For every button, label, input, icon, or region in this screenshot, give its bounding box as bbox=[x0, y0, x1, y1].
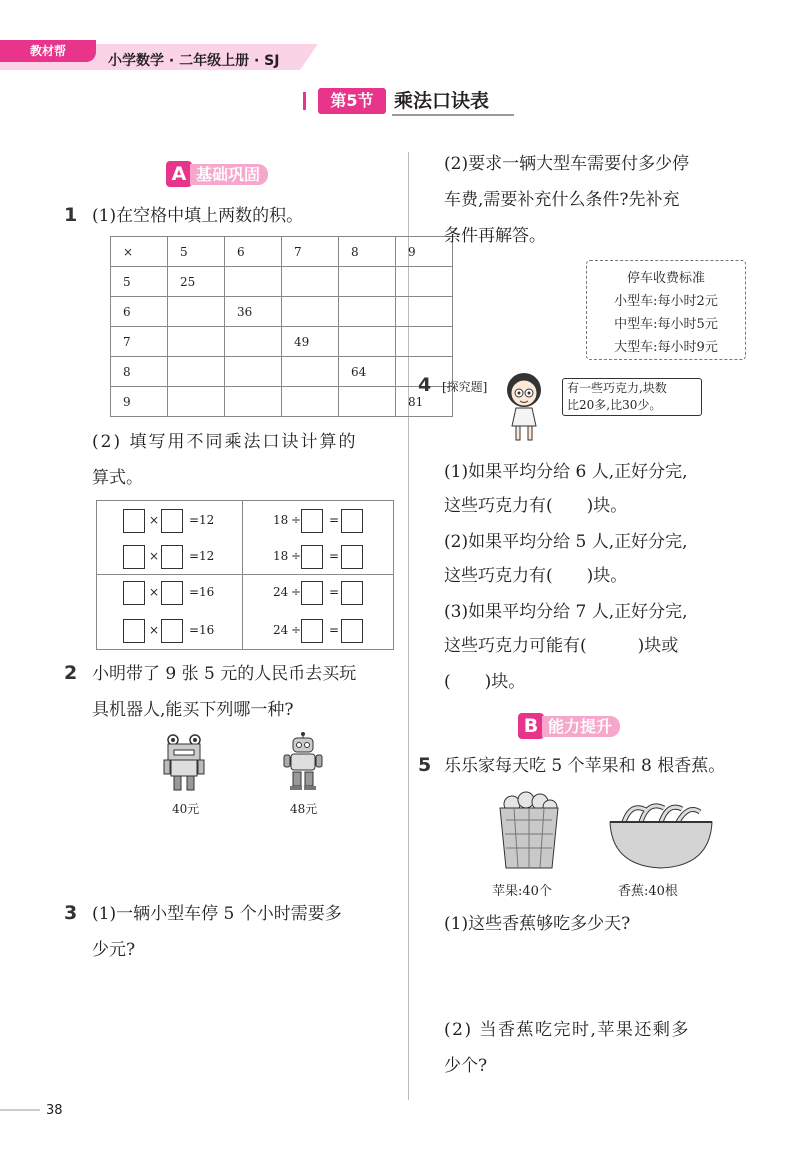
banana-basket-icon bbox=[606, 800, 716, 870]
price-label: 40元 bbox=[172, 802, 200, 816]
table-divider bbox=[97, 574, 393, 575]
question-text: 这些巧克力可能有( )块或 bbox=[444, 636, 679, 656]
table-cell: 9 bbox=[396, 237, 453, 267]
times-sign: × bbox=[149, 623, 160, 637]
answer-box[interactable] bbox=[301, 545, 323, 569]
product-value: 12 bbox=[199, 513, 215, 527]
price-label: 48元 bbox=[290, 802, 318, 816]
divide-sign: ÷ bbox=[291, 585, 302, 599]
table-cell: 7 bbox=[111, 327, 168, 357]
badge-label: 基础巩固 bbox=[190, 164, 268, 185]
table-row bbox=[111, 297, 453, 327]
table-row bbox=[111, 357, 453, 387]
table-cell[interactable] bbox=[339, 297, 396, 327]
question-text: 算式。 bbox=[92, 468, 143, 488]
equals-sign: = bbox=[189, 549, 200, 563]
product-value: 16 bbox=[199, 585, 215, 599]
apple-label: 苹果:40个 bbox=[492, 884, 552, 899]
robot-1-icon bbox=[160, 732, 208, 792]
question-text: 车费,需要补充什么条件?先补充 bbox=[444, 190, 680, 210]
table-cell: 8 bbox=[339, 237, 396, 267]
table-cell: 7 bbox=[282, 237, 339, 267]
question-text: 乐乐家每天吃 5 个苹果和 8 根香蕉。 bbox=[444, 756, 726, 776]
question-text: 少个? bbox=[444, 1056, 488, 1076]
question-number: 2 bbox=[64, 662, 78, 684]
section-number: 第5节 bbox=[318, 88, 386, 114]
question-text: (2)要求一辆大型车需要付多少停 bbox=[444, 154, 690, 174]
header-subtitle: 小学数学 · 二年级上册 · SJ bbox=[108, 53, 280, 69]
question-text: (1)一辆小型车停 5 个小时需要多 bbox=[92, 904, 342, 924]
answer-box[interactable] bbox=[341, 619, 363, 643]
product-value: 16 bbox=[199, 623, 215, 637]
table-cell: 36 bbox=[225, 297, 282, 327]
answer-box[interactable] bbox=[123, 545, 145, 569]
answer-box[interactable] bbox=[301, 509, 323, 533]
question-text: (2) 当香蕉吃完时,苹果还剩多 bbox=[444, 1020, 690, 1040]
bubble-text: 比20多,比30少。 bbox=[567, 398, 662, 412]
page-number: 38 bbox=[46, 1103, 63, 1118]
table-cell[interactable] bbox=[282, 387, 339, 417]
answer-box[interactable] bbox=[161, 581, 183, 605]
fee-title: 停车收费标准 bbox=[626, 271, 705, 286]
table-cell[interactable] bbox=[225, 387, 282, 417]
question-text: 具机器人,能买下列哪一种? bbox=[92, 700, 294, 720]
question-text: 这些巧克力有( )块。 bbox=[444, 566, 628, 586]
section-accent bbox=[303, 92, 314, 110]
table-cell: 64 bbox=[339, 357, 396, 387]
fee-small: 小型车:每小时2元 bbox=[614, 294, 718, 309]
table-cell[interactable] bbox=[396, 327, 453, 357]
table-cell: 9 bbox=[111, 387, 168, 417]
dividend-value: 18 bbox=[273, 513, 289, 527]
product-value: 12 bbox=[199, 549, 215, 563]
table-cell[interactable] bbox=[339, 267, 396, 297]
table-cell[interactable] bbox=[282, 357, 339, 387]
speech-bubble bbox=[562, 378, 702, 416]
equals-sign: = bbox=[329, 513, 340, 527]
apple-basket-icon bbox=[494, 790, 564, 870]
table-cell[interactable] bbox=[225, 327, 282, 357]
table-cell: 5 bbox=[111, 267, 168, 297]
question-text: 这些巧克力有( )块。 bbox=[444, 496, 628, 516]
table-cell[interactable] bbox=[168, 387, 225, 417]
divide-sign: ÷ bbox=[291, 623, 302, 637]
badge-letter: B bbox=[518, 713, 544, 739]
answer-box[interactable] bbox=[301, 619, 323, 643]
parking-fee-board bbox=[586, 260, 746, 360]
equals-sign: = bbox=[329, 623, 340, 637]
table-cell[interactable] bbox=[396, 297, 453, 327]
question-number: 5 bbox=[418, 754, 432, 776]
table-cell: 25 bbox=[168, 267, 225, 297]
question-text: ( )块。 bbox=[444, 672, 526, 692]
times-sign: × bbox=[149, 549, 160, 563]
equals-sign: = bbox=[329, 549, 340, 563]
table-row bbox=[111, 387, 453, 417]
question-text: (2) 填写用不同乘法口诀计算的 bbox=[92, 432, 358, 452]
bubble-text: 有一些巧克力,块数 bbox=[567, 381, 667, 395]
exploration-tag: [探究题] bbox=[442, 380, 488, 394]
header-tag: 教材帮 bbox=[0, 40, 96, 62]
question-text: 小明带了 9 张 5 元的人民币去买玩 bbox=[92, 664, 357, 684]
badge-label: 能力提升 bbox=[542, 716, 620, 737]
answer-box[interactable] bbox=[341, 509, 363, 533]
equals-sign: = bbox=[329, 585, 340, 599]
table-cell: × bbox=[111, 237, 168, 267]
divide-sign: ÷ bbox=[291, 513, 302, 527]
multiplication-table bbox=[110, 236, 453, 417]
times-sign: × bbox=[149, 585, 160, 599]
answer-box[interactable] bbox=[123, 619, 145, 643]
table-cell: 81 bbox=[396, 387, 453, 417]
table-cell[interactable] bbox=[396, 267, 453, 297]
robot-2-icon bbox=[282, 732, 324, 792]
section-title: 乘法口诀表 bbox=[392, 88, 514, 116]
fee-large: 大型车:每小时9元 bbox=[614, 340, 718, 355]
answer-box[interactable] bbox=[123, 581, 145, 605]
equals-sign: = bbox=[189, 513, 200, 527]
table-cell[interactable] bbox=[339, 327, 396, 357]
answer-box[interactable] bbox=[161, 545, 183, 569]
times-sign: × bbox=[149, 513, 160, 527]
equals-sign: = bbox=[189, 585, 200, 599]
table-divider bbox=[242, 501, 243, 649]
question-number: 4 bbox=[418, 374, 432, 396]
question-text: 少元? bbox=[92, 940, 136, 960]
table-cell: 8 bbox=[111, 357, 168, 387]
equation-table bbox=[96, 500, 394, 650]
question-text: (1)在空格中填上两数的积。 bbox=[92, 206, 304, 226]
question-number: 3 bbox=[64, 902, 78, 924]
question-text: 条件再解答。 bbox=[444, 226, 546, 246]
table-cell[interactable] bbox=[339, 387, 396, 417]
table-cell[interactable] bbox=[168, 327, 225, 357]
dividend-value: 24 bbox=[273, 585, 289, 599]
banana-label: 香蕉:40根 bbox=[618, 884, 678, 899]
question-text: (1)如果平均分给 6 人,正好分完, bbox=[444, 462, 688, 482]
table-cell: 6 bbox=[225, 237, 282, 267]
answer-box[interactable] bbox=[123, 509, 145, 533]
answer-box[interactable] bbox=[341, 581, 363, 605]
table-cell[interactable] bbox=[282, 267, 339, 297]
table-cell[interactable] bbox=[168, 297, 225, 327]
dividend-value: 18 bbox=[273, 549, 289, 563]
answer-box[interactable] bbox=[161, 509, 183, 533]
table-cell: 49 bbox=[282, 327, 339, 357]
girl-icon bbox=[500, 370, 548, 444]
fee-medium: 中型车:每小时5元 bbox=[614, 317, 718, 332]
question-text: (1)这些香蕉够吃多少天? bbox=[444, 914, 631, 934]
table-cell: 6 bbox=[111, 297, 168, 327]
table-cell[interactable] bbox=[225, 267, 282, 297]
question-number: 1 bbox=[64, 204, 78, 226]
table-cell[interactable] bbox=[168, 357, 225, 387]
answer-box[interactable] bbox=[161, 619, 183, 643]
answer-box[interactable] bbox=[341, 545, 363, 569]
badge-letter: A bbox=[166, 161, 192, 187]
equals-sign: = bbox=[189, 623, 200, 637]
table-cell[interactable] bbox=[225, 357, 282, 387]
table-row bbox=[111, 267, 453, 297]
table-row bbox=[111, 327, 453, 357]
dividend-value: 24 bbox=[273, 623, 289, 637]
table-cell[interactable] bbox=[282, 297, 339, 327]
table-cell: 5 bbox=[168, 237, 225, 267]
answer-box[interactable] bbox=[301, 581, 323, 605]
table-row bbox=[111, 237, 453, 267]
footer-rule bbox=[0, 1109, 40, 1111]
divide-sign: ÷ bbox=[291, 549, 302, 563]
question-text: (3)如果平均分给 7 人,正好分完, bbox=[444, 602, 688, 622]
question-text: (2)如果平均分给 5 人,正好分完, bbox=[444, 532, 688, 552]
